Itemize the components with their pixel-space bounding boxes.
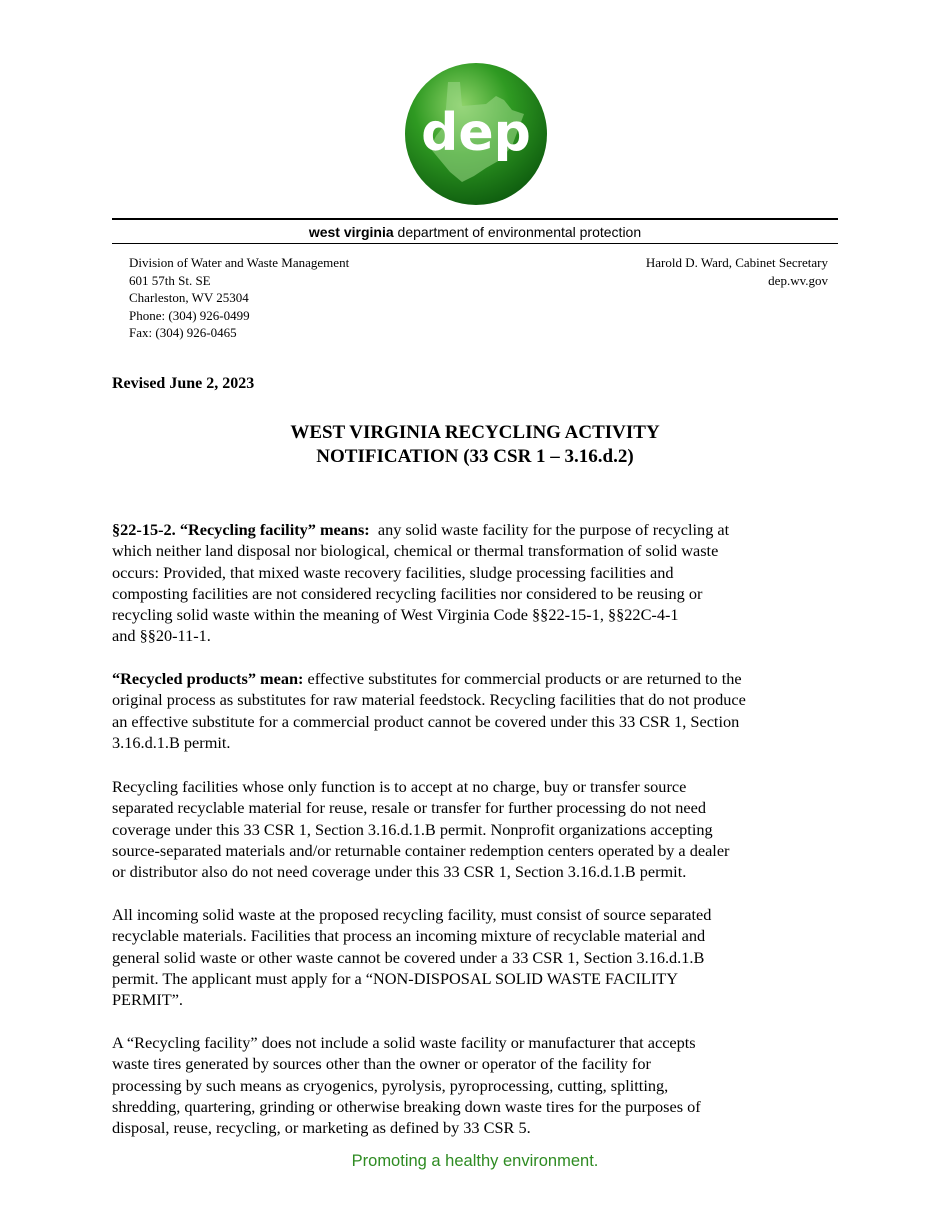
footer-slogan: Promoting a healthy environment. (351, 1152, 599, 1170)
paragraph-recycled-products (112, 668, 852, 753)
dep-logo (400, 60, 552, 208)
paragraph-line: general solid waste or other waste cannot be covered under a 33 CSR 1, Section 3.16.d.1.B (112, 947, 705, 967)
paragraph-line (112, 519, 852, 540)
paragraph-line: original process as substitutes for raw material feedstock. Recycling facilities that do not produce (112, 690, 746, 710)
paragraph-line: PERMIT”. (112, 990, 183, 1010)
header-rule-bottom (112, 243, 838, 244)
address-line: Phone: (304) 926-0499 (129, 307, 250, 323)
paragraph-line: separated recyclable material for reuse, resale or transfer for further processing do not need (112, 798, 706, 818)
paragraph-exemptions (112, 776, 852, 882)
paragraph-line: waste tires generated by sources other than the owner or operator of the facility for (112, 1054, 651, 1074)
paragraph-line: Recycling facilities whose only function is to accept at no charge, buy or transfer source (112, 777, 687, 796)
paragraph-line: occurs: Provided, that mixed waste recovery facilities, sludge processing facilities and (112, 562, 674, 582)
paragraph-line: permit. The applicant must apply for a “NON-DISPOSAL SOLID WASTE FACILITY (112, 968, 678, 988)
definition-text: any solid waste facility for the purpose of recycling at (369, 520, 730, 539)
secretary-name: Harold D. Ward, Cabinet Secretary (645, 255, 828, 270)
document-title (112, 421, 838, 469)
paragraph-line: All incoming solid waste at the proposed recycling facility, must consist of source separated (112, 905, 712, 924)
paragraph-line: A “Recycling facility” does not include a solid waste facility or manufacturer that accepts (112, 1033, 696, 1052)
definition-term: §22-15-2. “Recycling facility” means: (112, 520, 370, 539)
paragraph-line: recycling solid waste within the meaning of West Virginia Code §§22-15-1, §§22C-4-1 (112, 605, 679, 625)
paragraph-line: 3.16.d.1.B permit. (112, 732, 231, 752)
paragraph-line: recyclable materials. Facilities that process an incoming mixture of recyclable material and (112, 926, 706, 946)
logo-text: dep (421, 103, 531, 163)
agency-name-bold: west virginia (308, 224, 394, 240)
address-left (129, 254, 349, 342)
paragraph-line (112, 668, 852, 689)
dep-logo-icon (400, 60, 552, 208)
paragraph-line: composting facilities are not considered recycling facilities nor considered to be reusing or (112, 583, 703, 603)
address-right (646, 254, 828, 289)
paragraph-line: shredding, quartering, grinding or otherwise breaking down waste tires for the purposes of (112, 1096, 701, 1116)
paragraph-incoming-waste (112, 904, 852, 1010)
agency-name-rest: department of environmental protection (397, 224, 642, 240)
paragraph-waste-tires (112, 1032, 852, 1138)
paragraph-line: disposal, reuse, recycling, or marketing as defined by 33 CSR 5. (112, 1118, 531, 1138)
address-line: 601 57th St. SE (129, 272, 211, 288)
paragraph-line: which neither land disposal nor biological, chemical or thermal transformation of solid waste (112, 541, 719, 561)
agency-name (112, 224, 838, 240)
paragraph-recycling-facility (112, 519, 852, 647)
title-line: WEST VIRGINIA RECYCLING ACTIVITY (290, 422, 660, 443)
address-line: Fax: (304) 926-0465 (129, 325, 237, 340)
paragraph-line: processing by such means as cryogenics, pyrolysis, pyroprocessing, cutting, splitting, (112, 1075, 669, 1095)
paragraph-line: and §§20-11-1. (112, 626, 211, 646)
paragraph-line: an effective substitute for a commercial product cannot be covered under this 33 CSR 1, Section (112, 711, 740, 731)
address-line: Division of Water and Waste Management (129, 255, 350, 270)
definition-term: “Recycled products” mean: (112, 669, 304, 688)
paragraph-line: or distributor also do not need coverage under this 33 CSR 1, Section 3.16.d.1.B permit. (112, 862, 687, 882)
definition-text: effective substitutes for commercial products or are returned to the (303, 669, 742, 688)
address-line: Charleston, WV 25304 (129, 290, 249, 305)
title-line: NOTIFICATION (33 CSR 1 – 3.16.d.2) (316, 446, 634, 467)
website: dep.wv.gov (768, 272, 828, 288)
header-rule-top (112, 218, 838, 220)
paragraph-line: coverage under this 33 CSR 1, Section 3.16.d.1.B permit. Nonprofit organizations accepting (112, 819, 713, 839)
paragraph-line: source-separated materials and/or returnable container redemption centers operated by a dealer (112, 840, 730, 860)
revised-date: Revised June 2, 2023 (112, 375, 255, 392)
